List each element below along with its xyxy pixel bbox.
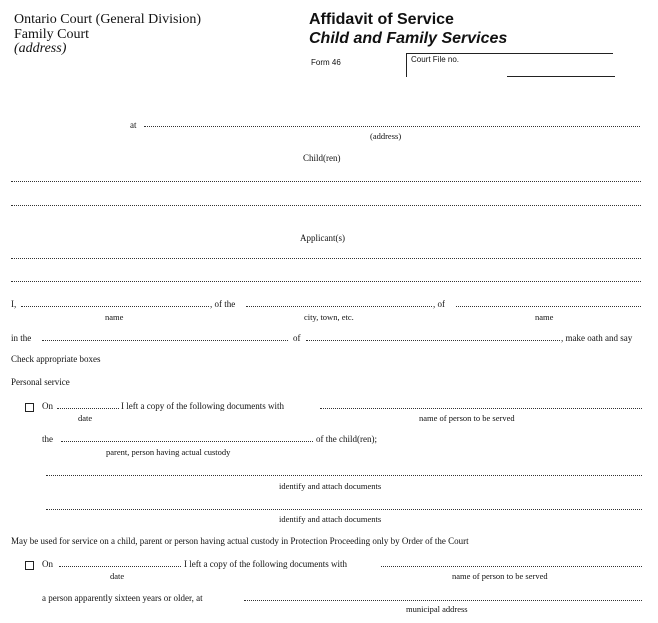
court-address: (address) [14,41,67,56]
court-name: Ontario Court (General Division) [14,12,202,27]
item2-left-copy: I left a copy of the following documents with [184,559,347,569]
court-address-field[interactable] [144,126,640,127]
at-label: at [130,120,137,130]
applicants-heading: Applicant(s) [300,233,345,243]
item1-parent-label: parent, person having actual custody [106,447,231,457]
item1-person-label: name of person to be served [419,413,515,423]
item2-person-label: name of person to be served [452,571,548,581]
check-boxes-note: Check appropriate boxes [11,354,101,364]
item1-documents-field-1[interactable] [46,475,642,476]
city-label: city, town, etc. [304,312,354,322]
personal-service-checkbox[interactable] [25,403,34,412]
item1-the: the [42,434,53,444]
court-file-box[interactable] [406,53,613,77]
oath-in-the: in the [11,333,32,343]
item1-date-label: date [78,413,93,423]
applicants-field-1[interactable] [11,258,641,259]
oath-of-the: , of the [210,299,236,309]
deponent-name-field[interactable] [21,306,209,307]
item1-on: On [42,401,53,411]
address-label: (address) [370,131,402,141]
item2-address-field[interactable] [244,600,642,601]
children-heading: Child(ren) [303,153,341,163]
region-name-field[interactable] [306,340,560,341]
oath-of: , of [433,299,445,309]
municipality-name-field[interactable] [456,306,641,307]
substituted-service-checkbox[interactable] [25,561,34,570]
city-field[interactable] [246,306,432,307]
personal-service-heading: Personal service [11,377,70,387]
item1-identify-label-1: identify and attach documents [279,481,382,491]
item1-parent-field[interactable] [61,441,313,442]
applicants-field-2[interactable] [11,281,641,282]
name-label-1: name [105,312,124,322]
item1-identify-label-2: identify and attach documents [279,514,382,524]
court-file-label: Court File no. [411,55,460,64]
item1-of-children: of the child(ren); [316,434,377,444]
municipal-address-label: municipal address [406,604,468,614]
court-file-line [507,76,615,77]
form-subtitle: Child and Family Services [309,30,508,47]
item1-person-field[interactable] [320,408,642,409]
children-field-2[interactable] [11,205,641,206]
item2-on: On [42,559,53,569]
form-title: Affidavit of Service [309,11,454,28]
oath-of-3: of [293,333,301,343]
item2-date-label: date [110,571,125,581]
order-of-court-note: May be used for service on a child, parent or person having actual custody in Protection Proceeding only by Order of the Court [11,536,469,546]
item2-apparently: a person apparently sixteen years or older, at [42,593,203,603]
item1-left-copy: I left a copy of the following documents with [121,401,284,411]
oath-i: I, [11,299,17,309]
make-oath-text: , make oath and say [561,333,633,343]
item2-person-field[interactable] [381,566,642,567]
form-number: Form 46 [311,58,341,67]
name-label-2: name [535,312,554,322]
region-field[interactable] [42,340,288,341]
item1-documents-field-2[interactable] [46,509,642,510]
children-field-1[interactable] [11,181,641,182]
item1-date-field[interactable] [57,408,119,409]
item2-date-field[interactable] [59,566,181,567]
court-type: Family Court [14,27,90,42]
